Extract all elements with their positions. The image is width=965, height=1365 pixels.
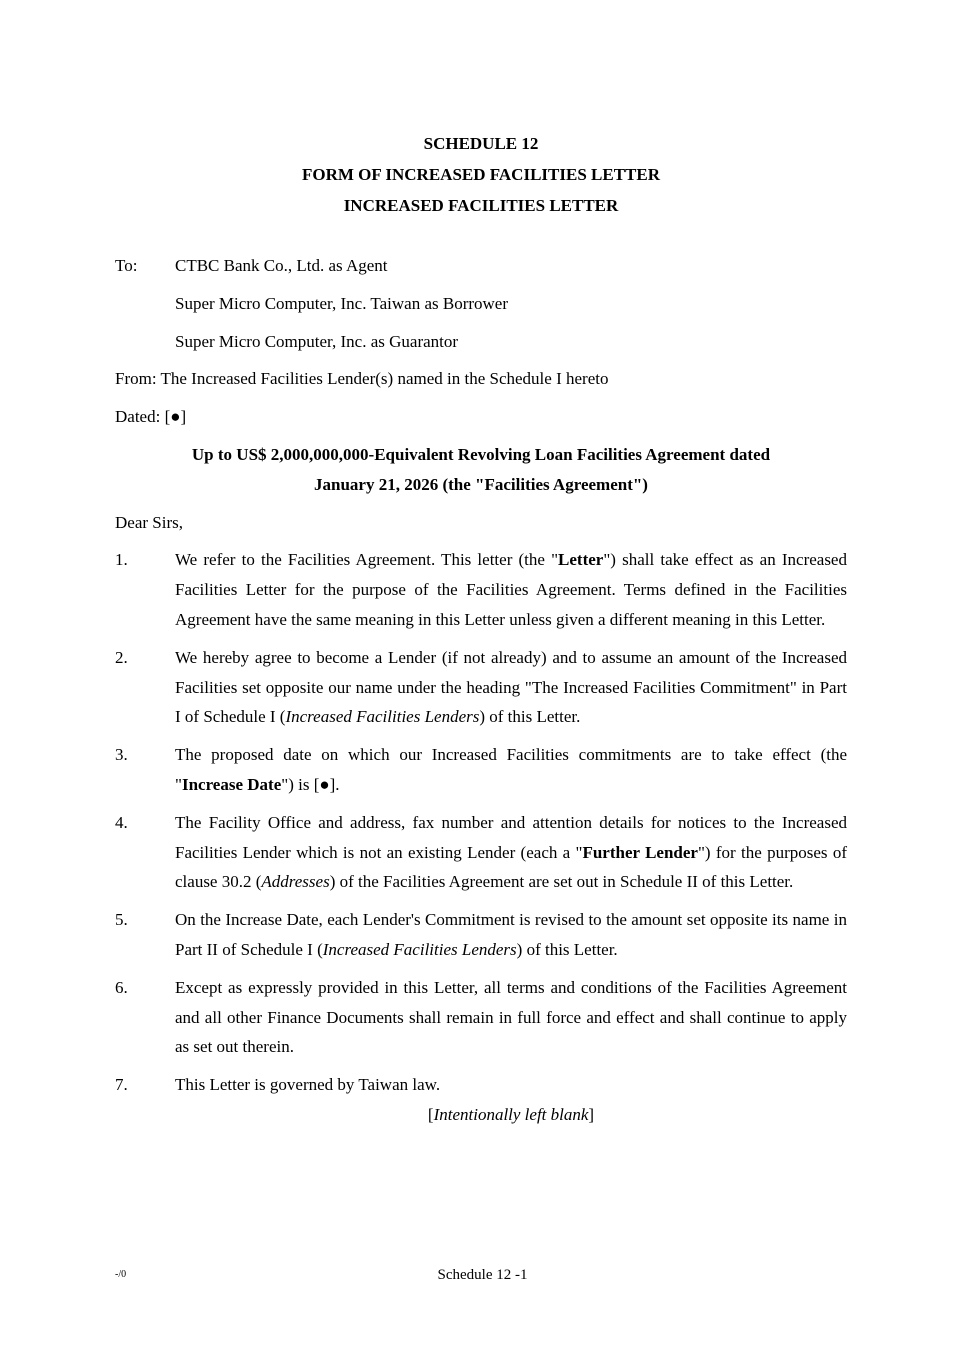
paragraph-text: Except as expressly provided in this Letter, all terms and conditions of the Facilities Agreement and all other Finance Documents shall remain in full force and effect and shall continue to apply as set out therein. (175, 977, 847, 1057)
dated-line: Dated: [●] (115, 407, 187, 427)
paragraph-number: 6. (115, 977, 128, 997)
title-line-form: FORM OF INCREASED FACILITIES LETTER (301, 165, 660, 184)
recipient-guarantor: Super Micro Computer, Inc. as Guarantor (175, 331, 459, 351)
paragraph-text: We refer to the Facilities Agreement. This letter (the "Letter") shall take effect as an Increased Facilities Letter for the purpose of the Facilities Agreement. Terms defined in the Facilities Agreement have the same meaning in this Letter unless given a different meaning in this Letter. (175, 550, 847, 629)
paragraph-number: 3. (115, 745, 128, 765)
paragraph-number: 7. (115, 1075, 128, 1095)
numbered-paragraph (115, 1070, 847, 1100)
paragraph-number: 5. (115, 910, 128, 930)
title-line-schedule: SCHEDULE 12 (423, 134, 539, 153)
numbered-paragraph (115, 905, 847, 965)
numbered-paragraph (115, 545, 847, 634)
intentionally-left-blank-notice: [Intentionally left blank] (427, 1104, 595, 1124)
numbered-paragraph (115, 740, 847, 800)
subject-line-2: January 21, 2026 (the "Facilities Agreement") (314, 474, 648, 494)
recipient-borrower: Super Micro Computer, Inc. Taiwan as Borrower (175, 293, 509, 313)
paragraph-text: The Facility Office and address, fax number and attention details for notices to the Increased Facilities Lender which is not an existing Lender (each a "Further Lender") for the purposes of clause 30.2 (Addresses) of the Facilities Agreement are set out in Schedule II of this Letter. (175, 812, 847, 892)
paragraph-text: This Letter is governed by Taiwan law. (175, 1075, 441, 1095)
numbered-paragraph (115, 973, 847, 1062)
to-label: To: (115, 256, 138, 275)
title-line-letter: INCREASED FACILITIES LETTER (343, 196, 619, 215)
salutation: Dear Sirs, (115, 512, 183, 532)
paragraph-text: We hereby agree to become a Lender (if not already) and to assume an amount of the Increased Facilities set opposite our name under the heading "The Increased Facilities Commitment" in Part I of Schedule I (Increased Facilities Lenders) of this Letter. (175, 647, 847, 727)
subject-heading (115, 440, 847, 500)
paragraph-text: The proposed date on which our Increased Facilities commitments are to take effect (the "Increase Date") is [●]. (175, 745, 847, 794)
paragraph-text: On the Increase Date, each Lender's Commitment is revised to the amount set opposite its name in Part II of Schedule I (Increased Facilities Lenders) of this Letter. (175, 910, 847, 959)
from-line: From: The Increased Facilities Lender(s) named in the Schedule I hereto (115, 369, 609, 389)
numbered-paragraph (115, 808, 847, 897)
recipient-agent: CTBC Bank Co., Ltd. as Agent (175, 256, 388, 275)
document-title (115, 128, 847, 221)
to-block (115, 251, 847, 281)
footer-page-label: Schedule 12 -1 (437, 1267, 528, 1283)
numbered-paragraph (115, 643, 847, 732)
subject-line-1: Up to US$ 2,000,000,000-Equivalent Revolving Loan Facilities Agreement dated (191, 444, 771, 464)
paragraph-number: 2. (115, 647, 128, 667)
footer-page-marker: -/0 (115, 1269, 127, 1280)
paragraph-number: 1. (115, 550, 128, 570)
paragraph-number: 4. (115, 812, 128, 832)
